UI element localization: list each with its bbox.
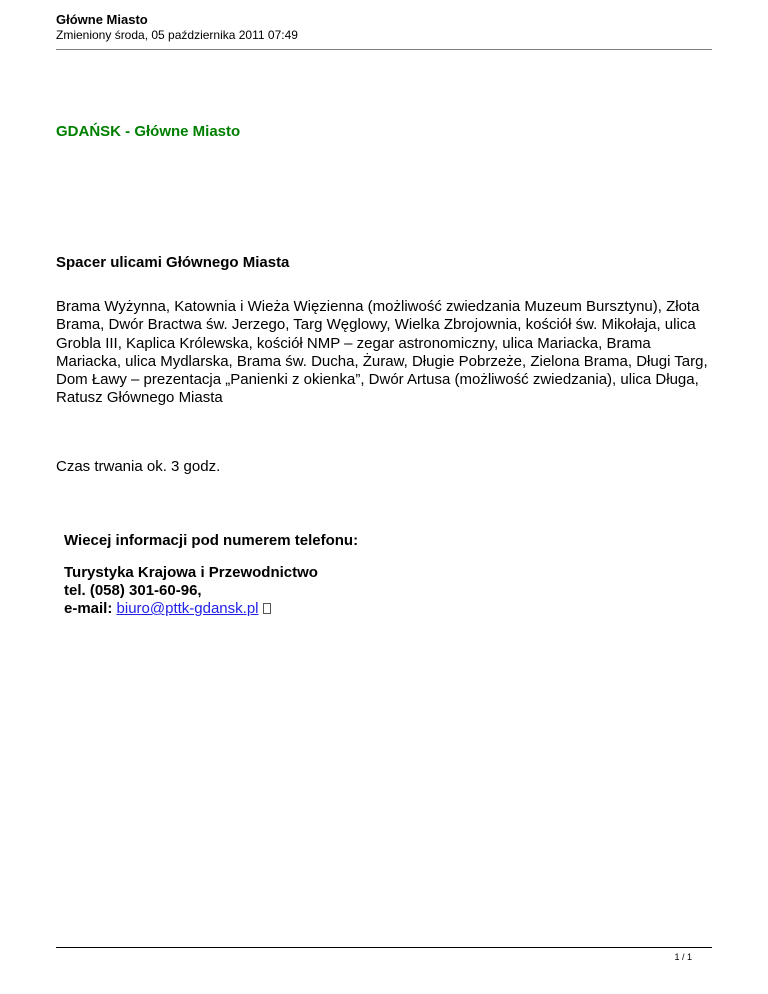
main-heading: GDAŃSK - Główne Miasto [56, 123, 241, 140]
email-link[interactable]: biuro@pttk-gdansk.pl [116, 600, 259, 617]
page-header [56, 12, 712, 43]
tour-duration: Czas trwania ok. 3 godz. [56, 458, 221, 475]
contact-organization: Turystyka Krajowa i Przewodnictwo [64, 564, 318, 581]
contact-spacer [64, 550, 358, 564]
contact-email-line [64, 600, 358, 618]
contact-block [64, 532, 358, 618]
route-description: Brama Wyżynna, Katownia i Wieża Więzienna (możliwość zwiedzania Muzeum Bursztynu), Złota Brama, Dwór Bractwa św. Jerzego, Targ Węglowy, Wielka Zbrojownia, kościół św. Mikołaja, ulica Grobla III, Kaplica Królewska, kościół NMP – zegar astronomiczny, ulica Mariacka, Brama Mariacka, ulica Mydlarska, Brama św. Ducha, Żuraw, Długie Pobrzeże, Zielona Brama, Długi Targ, Dom Ławy – prezentacja „Panienki z okienka”, Dwór Artusa (możliwość zwiedzania), ulica Długa, Ratusz Głównego Miasta [56, 298, 708, 407]
modified-date: Zmieniony środa, 05 października 2011 07:49 [56, 28, 298, 42]
email-label: e-mail: [64, 600, 113, 617]
contact-phone: tel. (058) 301-60-96, [64, 582, 202, 599]
external-link-icon [263, 603, 271, 614]
contact-intro: Wiecej informacji pod numerem telefonu: [64, 532, 359, 549]
footer-divider [56, 947, 712, 948]
page-number: 1 / 1 [674, 952, 692, 962]
section-heading: Spacer ulicami Głównego Miasta [56, 254, 290, 271]
header-title: Główne Miasto [56, 12, 148, 27]
header-divider [56, 49, 712, 50]
